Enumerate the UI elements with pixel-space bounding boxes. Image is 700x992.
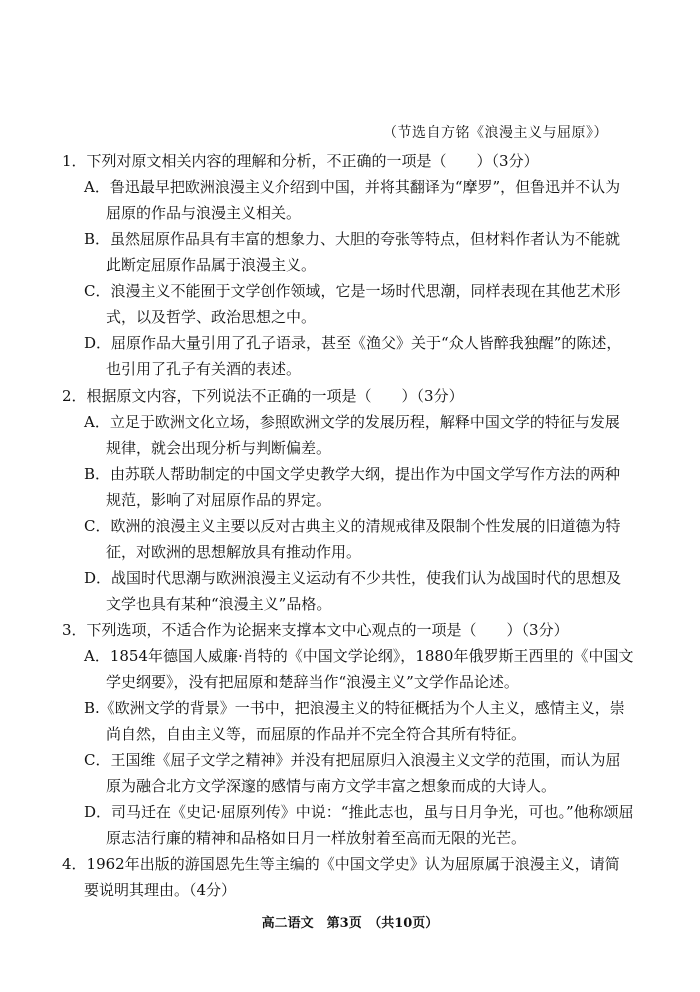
question-3-stem: 3．下列选项，不适合作为论据来支撑本文中心观点的一项是（ ）（3分） xyxy=(62,621,569,639)
question-3-option-a: A．1854年德国人威廉·肖特的《中国文学论纲》，1880年俄罗斯王西里的《中国文学史纲要》，没有把屈原和楚辞当作“浪漫主义”文学作品论述。 xyxy=(84,647,634,691)
question-2-option-c: C．欧洲的浪漫主义主要以反对古典主义的清规戒律及限制个性发展的旧道德为特征，对欧洲的思想解放具有推动作用。 xyxy=(84,517,621,561)
source-citation: （节选自方铭《浪漫主义与屈原》） xyxy=(383,125,608,141)
question-4-stem: 4．1962年出版的游国恩先生等主编的《中国文学史》认为屈原属于浪漫主义，请简要说明其理由。（4分） xyxy=(62,855,620,899)
question-3-option-d: D．司马迁在《史记·屈原列传》中说：“推此志也，虽与日月争光，可也。”他称颂屈原志洁行廉的精神和品格如日月一样放射着至高而无限的光芒。 xyxy=(84,803,634,847)
question-1-option-a: A．鲁迅最早把欧洲浪漫主义介绍到中国，并将其翻译为“摩罗”，但鲁迅并不认为屈原的作品与浪漫主义相关。 xyxy=(84,178,621,222)
question-2-stem: 2．根据原文内容，下列说法不正确的一项是（ ）（3分） xyxy=(62,387,464,405)
question-2-option-b: B．由苏联人帮助制定的中国文学史教学大纲，提出作为中国文学写作方法的两种规范，影响了对屈原作品的界定。 xyxy=(84,465,621,509)
question-2-option-d: D．战国时代思潮与欧洲浪漫主义运动有不少共性，使我们认为战国时代的思想及文学也具有某种“浪漫主义”品格。 xyxy=(84,569,622,613)
question-1-option-c: C．浪漫主义不能囿于文学创作领域，它是一场时代思潮，同样表现在其他艺术形式，以及哲学、政治思想之中。 xyxy=(84,282,621,326)
page-footer: 高二语文 第3页 （共10页） xyxy=(261,916,439,931)
question-3-option-c: C．王国维《屈子文学之精神》并没有把屈原归入浪漫主义文学的范围，而认为屈原为融合北方文学深邃的感情与南方文学丰富之想象而成的大诗人。 xyxy=(84,751,621,795)
question-2-option-a: A．立足于欧洲文化立场，参照欧洲文学的发展历程，解释中国文学的特征与发展规律，就会出现分析与判断偏差。 xyxy=(84,413,620,457)
question-1-stem: 1．下列对原文相关内容的理解和分析，不正确的一项是（ ）（3分） xyxy=(62,152,539,170)
question-1-option-b: B．虽然屈原作品具有丰富的想象力、大胆的夸张等特点，但材料作者认为不能就此断定屈原作品属于浪漫主义。 xyxy=(84,230,621,274)
question-1-option-d: D．屈原作品大量引用了孔子语录，甚至《渔父》关于“众人皆醉我独醒”的陈述，也引用了孔子有关酒的表述。 xyxy=(84,334,622,378)
question-3-option-b: B.《欧洲文学的背景》一书中，把浪漫主义的特征概括为个人主义，感情主义，崇尚自然，自由主义等，而屈原的作品并不完全符合其所有特征。 xyxy=(84,699,625,743)
